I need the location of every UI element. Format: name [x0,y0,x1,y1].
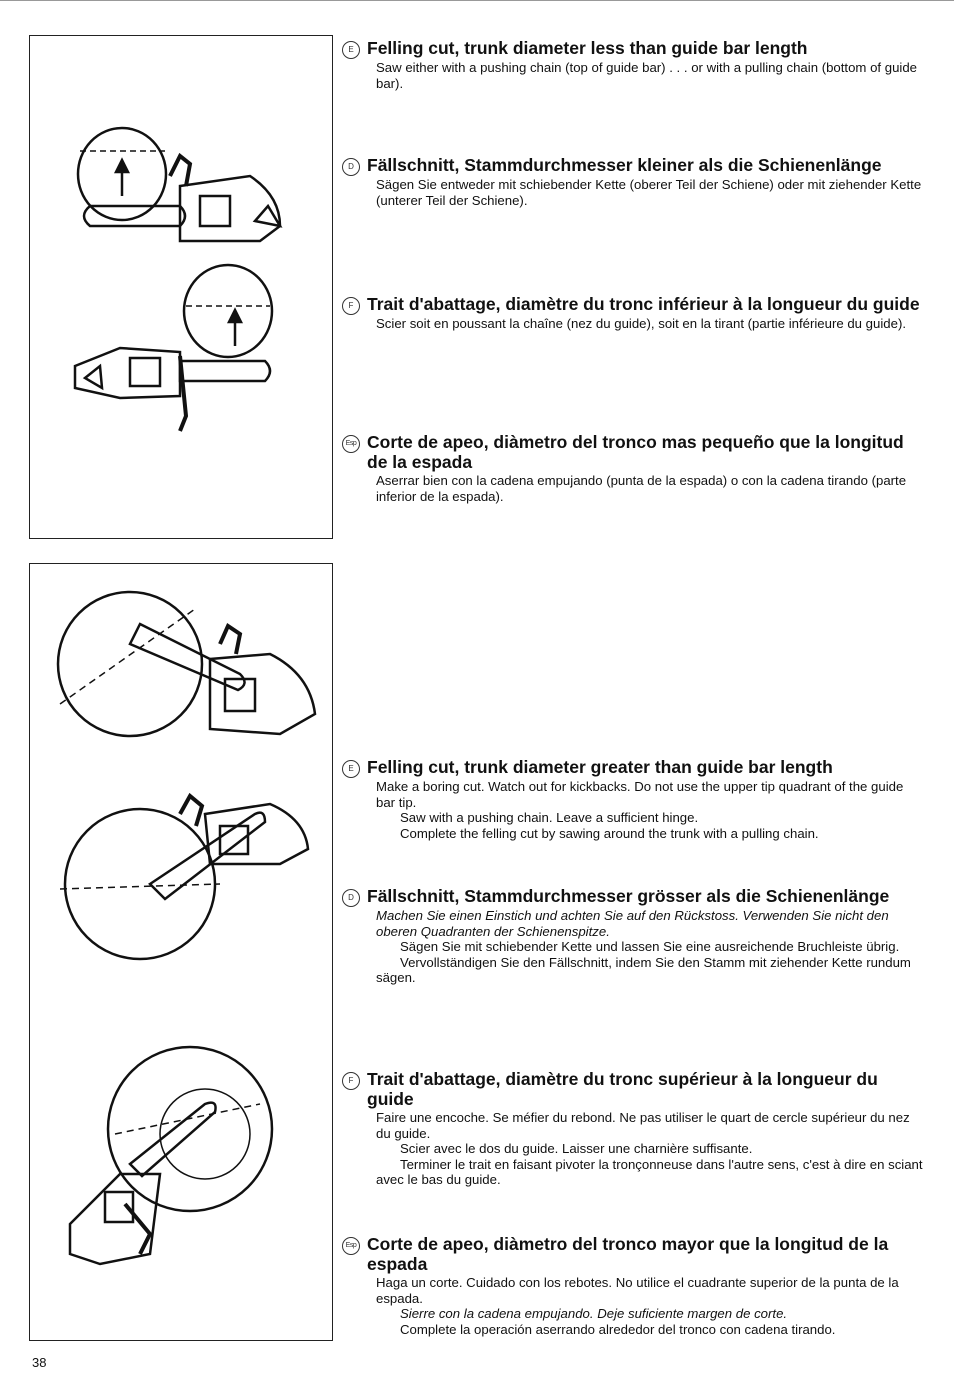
section-es-small-trunk [342,432,924,504]
lang-badge-fr: F [342,1072,360,1090]
paragraph: Complete the felling cut by sawing around the trunk with a pulling chain. [400,825,819,841]
trunk-cross-section-c [108,1047,272,1211]
section-en-small-trunk [342,38,924,91]
section-fr-small-trunk [342,294,924,332]
lang-badge-en: E [342,41,360,59]
section-title: Corte de apeo, diàmetro del tronco mayor que la longitud de la espada [367,1234,889,1274]
paragraph: Saw with a pushing chain. Leave a sufficient hinge. [400,810,699,826]
paragraph: Sägen Sie entweder mit schiebender Kette (oberer Teil der Schiene) oder mit ziehender Kette (unterer Teil der Schiene). [376,177,922,208]
section-de-large-trunk [342,886,924,986]
paragraph: Scier avec le dos du guide. Laisser une charnière suffisante. [400,1141,753,1157]
lang-badge-de: D [342,889,360,907]
page-number: 38 [32,1355,47,1370]
paragraph: Haga un corte. Cuidado con los rebotes. No utilice el cuadrante superior de la punta de la espada. [376,1275,899,1306]
section-title: Fällschnitt, Stammdurchmesser kleiner als die Schienenlänge [367,155,882,175]
paragraph: Saw either with a pushing chain (top of guide bar) . . . or with a pulling chain (bottom of guide bar). [376,60,917,91]
paragraph: Terminer le trait en faisant pivoter la tronçonneuse dans l'autre sens, c'est à dire en sciant avec le bas du guide. [376,1156,923,1188]
section-title: Felling cut, trunk diameter greater than guide bar length [367,757,833,777]
paragraph: Scier soit en poussant la chaîne (nez du guide), soit en la tirant (partie inférieure du guide). [376,316,907,331]
illustration-frame-bottom [29,563,333,1341]
chainsaw-large-trunk-illustration [30,564,332,1340]
paragraph: Sägen Sie mit schiebender Kette und lassen Sie eine ausreichende Bruchleiste übrig. [400,939,900,955]
trunk-cross-section-b [65,809,215,959]
paragraph: Machen Sie einen Einstich und achten Sie auf den Rückstoss. Verwenden Sie nicht den oberen Quadranten der Schienenspitze. [376,908,889,939]
section-fr-large-trunk [342,1069,924,1188]
section-title: Felling cut, trunk diameter less than guide bar length [367,38,808,58]
lang-badge-fr: F [342,297,360,315]
section-de-small-trunk [342,155,924,208]
section-title: Trait d'abattage, diamètre du tronc supérieur à la longueur du guide [367,1069,878,1109]
paragraph: Vervollständigen Sie den Fällschnitt, indem Sie den Stamm mit ziehender Kette rundum sägen. [376,954,911,986]
lang-badge-de: D [342,158,360,176]
section-title: Trait d'abattage, diamètre du tronc inférieur à la longueur du guide [367,294,920,314]
lang-badge-es: Esp [342,435,360,453]
guide-bar-1 [84,206,185,226]
section-en-large-trunk [342,757,924,841]
lang-badge-en: E [342,760,360,778]
trunk-cross-section-a [58,592,202,736]
chainsaw-small-trunk-illustration [30,36,332,538]
section-title: Corte de apeo, diàmetro del tronco mas pequeño que la longitud de la espada [367,432,904,472]
paragraph: Sierre con la cadena empujando. Deje suficiente margen de corte. [400,1306,788,1322]
paragraph: Faire une encoche. Se méfier du rebond. Ne pas utiliser le quart de cercle supérieur du nez du guide. [376,1110,910,1141]
trunk-cross-section-2 [184,265,272,357]
guide-bar-2 [180,361,270,381]
page-top-rule [0,0,954,1]
paragraph: Make a boring cut. Watch out for kickbacks. Do not use the upper tip quadrant of the guide bar tip. [376,779,904,810]
paragraph: Complete la operación aserrando alrededor del tronco con cadena tirando. [400,1321,836,1337]
illustration-frame-top [29,35,333,539]
lang-badge-es: Esp [342,1237,360,1255]
paragraph: Aserrar bien con la cadena empujando (punta de la espada) o con la cadena tirando (parte inferior de la espada). [376,473,907,504]
section-title: Fällschnitt, Stammdurchmesser grösser als die Schienenlänge [367,886,890,906]
section-es-large-trunk [342,1234,924,1337]
saw-body-c [70,1174,160,1264]
